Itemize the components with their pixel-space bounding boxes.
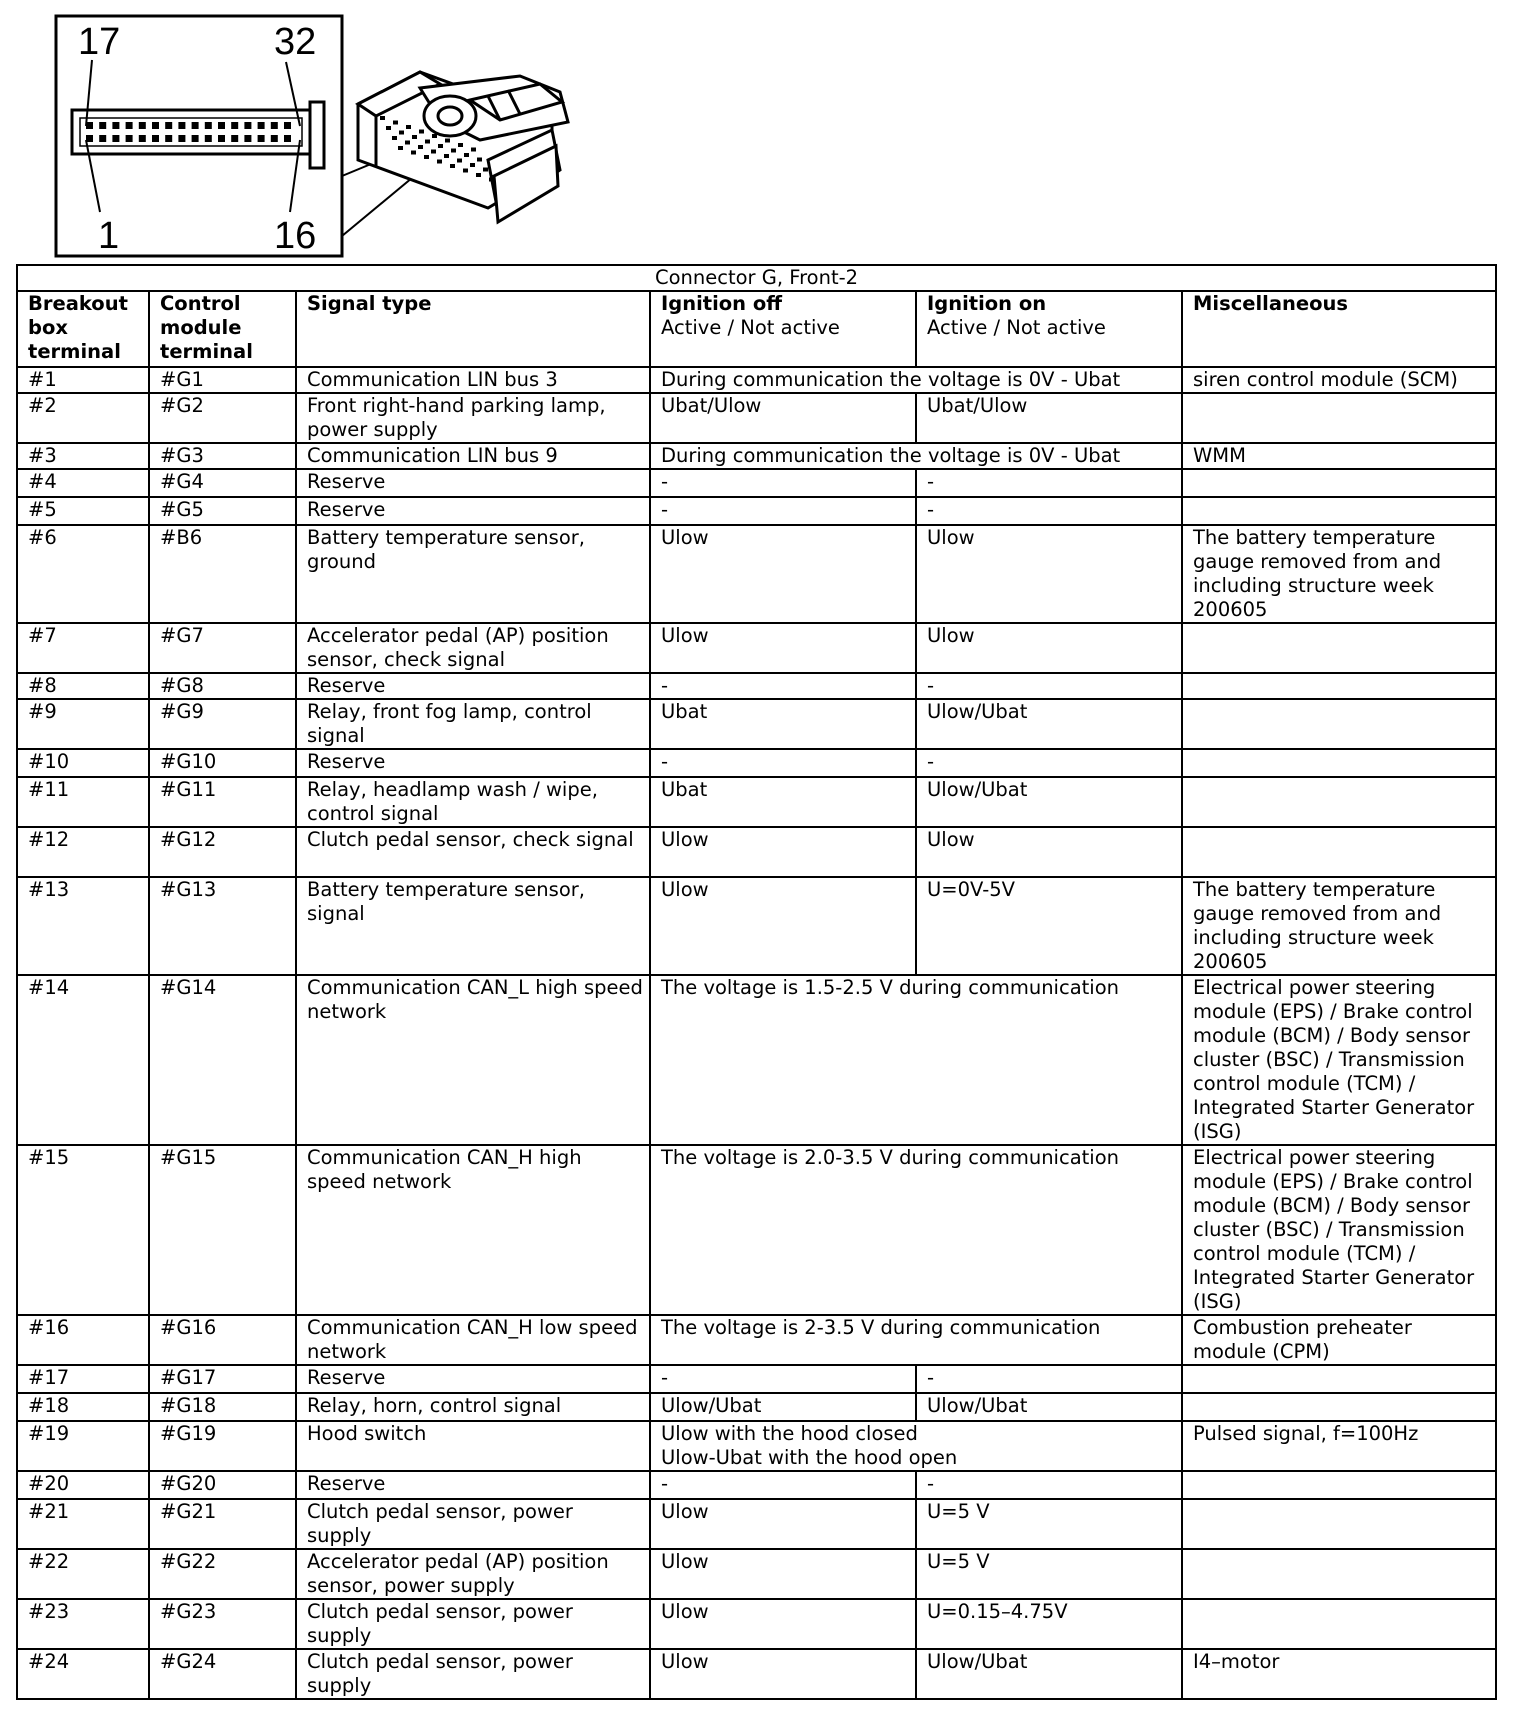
ignition-off-cell: - (650, 1365, 916, 1393)
table-row (17, 623, 1496, 673)
breakout-terminal-cell: #13 (17, 877, 149, 975)
table-body (17, 367, 1496, 1699)
table-row (17, 1393, 1496, 1421)
table-row (17, 1599, 1496, 1649)
signal-type-cell: Communication LIN bus 3 (296, 367, 650, 393)
ignition-off-cell: Ulow (650, 877, 916, 975)
ignition-on-cell: U=5 V (916, 1549, 1182, 1599)
breakout-terminal-cell: #16 (17, 1315, 149, 1365)
miscellaneous-cell (1182, 699, 1496, 749)
breakout-terminal-cell: #5 (17, 497, 149, 525)
control-terminal-cell: #G10 (149, 749, 296, 777)
miscellaneous-cell (1182, 777, 1496, 827)
header-ignition-on: Ignition on Active / Not active (916, 291, 1182, 367)
miscellaneous-cell (1182, 469, 1496, 497)
ignition-off-cell: Ulow (650, 1549, 916, 1599)
connector-3d-pin (471, 148, 476, 152)
table-row (17, 877, 1496, 975)
breakout-terminal-cell: #10 (17, 749, 149, 777)
connector-pin (271, 122, 278, 129)
connector-pin (231, 135, 238, 142)
pin-label-32: 32 (274, 21, 317, 63)
connector-table-container (16, 264, 1495, 1700)
table-row (17, 1499, 1496, 1549)
connector-pin (178, 122, 185, 129)
control-terminal-cell: #G8 (149, 673, 296, 699)
header-control-module-terminal: Control module terminal (149, 291, 296, 367)
control-terminal-cell: #G15 (149, 1145, 296, 1315)
ignition-off-cell: - (650, 1471, 916, 1499)
connector-3d-pin (425, 140, 430, 144)
miscellaneous-cell (1182, 673, 1496, 699)
breakout-terminal-cell: #15 (17, 1145, 149, 1315)
ignition-on-cell: Ulow (916, 623, 1182, 673)
connector-3d-pin (432, 134, 437, 138)
signal-type-cell: Clutch pedal sensor, power supply (296, 1649, 650, 1699)
connector-3d-pin (463, 169, 468, 173)
signal-type-cell: Accelerator pedal (AP) position sensor, power supply (296, 1549, 650, 1599)
ignition-on-cell: Ulow/Ubat (916, 1393, 1182, 1421)
header-signal-type: Signal type (296, 291, 650, 367)
breakout-terminal-cell: #2 (17, 393, 149, 443)
table-row (17, 699, 1496, 749)
signal-type-cell: Communication CAN_L high speed network (296, 975, 650, 1145)
signal-type-cell: Battery temperature sensor, signal (296, 877, 650, 975)
ignition-on-cell: - (916, 749, 1182, 777)
ignition-on-cell: - (916, 1365, 1182, 1393)
connector-3d-pin (458, 143, 463, 147)
connector-3d-pin (431, 150, 436, 154)
table-row (17, 975, 1496, 1145)
connector-pin (126, 122, 133, 129)
connector-3d-pin (438, 144, 443, 148)
ignition-off-cell: Ulow (650, 827, 916, 877)
miscellaneous-cell: The battery temperature gauge removed from and including structure week 200605 (1182, 525, 1496, 623)
ignition-off-cell: - (650, 673, 916, 699)
ignition-off-cell: Ulow (650, 1599, 916, 1649)
control-terminal-cell: #G17 (149, 1365, 296, 1393)
miscellaneous-cell (1182, 497, 1496, 525)
connector-pin (165, 122, 172, 129)
control-terminal-cell: #G4 (149, 469, 296, 497)
control-terminal-cell: #G9 (149, 699, 296, 749)
ignition-on-cell: Ulow (916, 827, 1182, 877)
connector-3d-pin (445, 139, 450, 143)
connector-pin (99, 122, 106, 129)
breakout-terminal-cell: #11 (17, 777, 149, 827)
connector-3d-pin (437, 160, 442, 164)
ignition-off-cell: Ulow (650, 525, 916, 623)
breakout-terminal-cell: #8 (17, 673, 149, 699)
breakout-terminal-cell: #20 (17, 1471, 149, 1499)
connector-pin (271, 135, 278, 142)
connector-pin (139, 122, 146, 129)
miscellaneous-cell: I4–motor (1182, 1649, 1496, 1699)
connector-pin (205, 122, 212, 129)
miscellaneous-cell (1182, 1393, 1496, 1421)
connector-3d-pin (457, 159, 462, 163)
connector-pin (152, 122, 159, 129)
connector-pin (165, 135, 172, 142)
signal-type-cell: Communication LIN bus 9 (296, 443, 650, 469)
ignition-combined-cell: Ulow with the hood closed Ulow-Ubat with the hood open (650, 1421, 1182, 1471)
miscellaneous-cell: The battery temperature gauge removed from and including structure week 200605 (1182, 877, 1496, 975)
signal-type-cell: Battery temperature sensor, ground (296, 525, 650, 623)
connector-3d-pin (477, 158, 482, 162)
breakout-terminal-cell: #21 (17, 1499, 149, 1549)
miscellaneous-cell (1182, 623, 1496, 673)
table-row (17, 1421, 1496, 1471)
control-terminal-cell: #G13 (149, 877, 296, 975)
miscellaneous-cell (1182, 749, 1496, 777)
connector-diagram (0, 0, 620, 262)
miscellaneous-cell (1182, 1471, 1496, 1499)
breakout-terminal-cell: #3 (17, 443, 149, 469)
miscellaneous-cell (1182, 393, 1496, 443)
control-terminal-cell: #G2 (149, 393, 296, 443)
table-row (17, 1315, 1496, 1365)
connector-3d-pin (470, 163, 475, 167)
connector-3d-pin (398, 146, 403, 150)
ignition-off-cell: Ulow (650, 623, 916, 673)
ignition-combined-cell: During communication the voltage is 0V - Ubat (650, 367, 1182, 393)
table-row (17, 1365, 1496, 1393)
connector-pin (112, 122, 119, 129)
ignition-off-cell: Ulow (650, 1649, 916, 1699)
miscellaneous-cell (1182, 1599, 1496, 1649)
connector-pin (192, 122, 199, 129)
control-terminal-cell: #G3 (149, 443, 296, 469)
connector-3d-pin (419, 130, 424, 134)
table-row (17, 827, 1496, 877)
ignition-off-cell: - (650, 497, 916, 525)
connector-pin (152, 135, 159, 142)
connector-pin (244, 135, 251, 142)
signal-type-cell: Reserve (296, 1365, 650, 1393)
breakout-terminal-cell: #19 (17, 1421, 149, 1471)
signal-type-cell: Clutch pedal sensor, power supply (296, 1599, 650, 1649)
breakout-terminal-cell: #24 (17, 1649, 149, 1699)
table-row (17, 497, 1496, 525)
ignition-off-cell: - (650, 749, 916, 777)
connector-pin (284, 122, 291, 129)
ignition-on-cell: Ulow/Ubat (916, 777, 1182, 827)
connector-3d-pin (411, 151, 416, 155)
table-row (17, 443, 1496, 469)
table-row (17, 1549, 1496, 1599)
ignition-on-cell: U=0V-5V (916, 877, 1182, 975)
control-terminal-cell: #G21 (149, 1499, 296, 1549)
control-terminal-cell: #G20 (149, 1471, 296, 1499)
connector-3d-pin (464, 153, 469, 157)
ignition-off-cell: Ulow/Ubat (650, 1393, 916, 1421)
breakout-terminal-cell: #1 (17, 367, 149, 393)
ignition-off-cell: Ubat/Ulow (650, 393, 916, 443)
signal-type-cell: Reserve (296, 1471, 650, 1499)
connector-pin (231, 122, 238, 129)
ignition-combined-cell: The voltage is 2-3.5 V during communication (650, 1315, 1182, 1365)
signal-type-cell: Communication CAN_H low speed network (296, 1315, 650, 1365)
ignition-on-cell: - (916, 469, 1182, 497)
signal-type-cell: Relay, front fog lamp, control signal (296, 699, 650, 749)
connector-g-table (16, 264, 1497, 1700)
pin-label-16: 16 (274, 215, 317, 257)
ignition-on-cell: U=5 V (916, 1499, 1182, 1549)
connector-3d-pin (450, 164, 455, 168)
ignition-off-cell: Ubat (650, 699, 916, 749)
connector-3d-pin (451, 149, 456, 153)
header-miscellaneous: Miscellaneous (1182, 291, 1496, 367)
signal-type-cell: Front right-hand parking lamp, power supply (296, 393, 650, 443)
control-terminal-cell: #G14 (149, 975, 296, 1145)
table-row (17, 777, 1496, 827)
table-row (17, 673, 1496, 699)
connector-pin (218, 122, 225, 129)
miscellaneous-cell (1182, 1365, 1496, 1393)
header-ignition-off: Ignition off Active / Not active (650, 291, 916, 367)
miscellaneous-cell (1182, 1549, 1496, 1599)
connector-3d-pin (424, 155, 429, 159)
miscellaneous-cell: siren control module (SCM) (1182, 367, 1496, 393)
header-breakout-box-terminal: Breakout box terminal (17, 291, 149, 367)
control-terminal-cell: #B6 (149, 525, 296, 623)
connector-pin (258, 135, 265, 142)
signal-type-cell: Reserve (296, 673, 650, 699)
control-terminal-cell: #G16 (149, 1315, 296, 1365)
ignition-on-cell: Ulow/Ubat (916, 1649, 1182, 1699)
ignition-combined-cell: During communication the voltage is 0V - Ubat (650, 443, 1182, 469)
ignition-off-cell: Ulow (650, 1499, 916, 1549)
ignition-on-cell: Ulow/Ubat (916, 699, 1182, 749)
signal-type-cell: Clutch pedal sensor, check signal (296, 827, 650, 877)
breakout-terminal-cell: #4 (17, 469, 149, 497)
ignition-on-cell: - (916, 1471, 1182, 1499)
connector-3d-pin (489, 178, 494, 182)
ignition-on-cell: Ubat/Ulow (916, 393, 1182, 443)
breakout-terminal-cell: #6 (17, 525, 149, 623)
control-terminal-cell: #G19 (149, 1421, 296, 1471)
miscellaneous-cell: Pulsed signal, f=100Hz (1182, 1421, 1496, 1471)
breakout-terminal-cell: #18 (17, 1393, 149, 1421)
breakout-terminal-cell: #14 (17, 975, 149, 1145)
connector-pin (112, 135, 119, 142)
connector-3d-pin (386, 126, 391, 130)
table-title: Connector G, Front-2 (17, 265, 1496, 291)
signal-type-cell: Clutch pedal sensor, power supply (296, 1499, 650, 1549)
breakout-terminal-cell: #22 (17, 1549, 149, 1599)
control-terminal-cell: #G5 (149, 497, 296, 525)
ignition-off-cell: Ubat (650, 777, 916, 827)
control-terminal-cell: #G7 (149, 623, 296, 673)
ignition-off-cell: - (650, 469, 916, 497)
connector-pin (139, 135, 146, 142)
connector-pin (258, 122, 265, 129)
table-row (17, 749, 1496, 777)
connector-3d-icon (358, 72, 568, 222)
control-terminal-cell: #G22 (149, 1549, 296, 1599)
ignition-on-cell: - (916, 497, 1182, 525)
breakout-terminal-cell: #7 (17, 623, 149, 673)
connector-3d-pin (392, 136, 397, 140)
connector-3d-pin (483, 168, 488, 172)
ignition-on-cell: U=0.15–4.75V (916, 1599, 1182, 1649)
signal-type-cell: Accelerator pedal (AP) position sensor, check signal (296, 623, 650, 673)
table-row (17, 469, 1496, 497)
signal-type-cell: Relay, horn, control signal (296, 1393, 650, 1421)
breakout-terminal-cell: #9 (17, 699, 149, 749)
connector-3d-pin (393, 121, 398, 125)
miscellaneous-cell (1182, 1499, 1496, 1549)
connector-pin (178, 135, 185, 142)
control-terminal-cell: #G11 (149, 777, 296, 827)
table-row (17, 393, 1496, 443)
control-terminal-cell: #G24 (149, 1649, 296, 1699)
connector-pin (99, 135, 106, 142)
control-terminal-cell: #G12 (149, 827, 296, 877)
signal-type-cell: Communication CAN_H high speed network (296, 1145, 650, 1315)
miscellaneous-cell: Electrical power steering module (EPS) / Brake control module (BCM) / Body sensor cluster (BSC) / Transmission control module (TCM) / Integrated Starter Generator (ISG) (1182, 975, 1496, 1145)
miscellaneous-cell (1182, 827, 1496, 877)
table-row (17, 1649, 1496, 1699)
connector-3d-pin (444, 154, 449, 158)
table-row (17, 525, 1496, 623)
connector-pin (192, 135, 199, 142)
table-row (17, 367, 1496, 393)
ignition-combined-cell: The voltage is 1.5-2.5 V during communication (650, 975, 1182, 1145)
signal-type-cell: Relay, headlamp wash / wipe, control signal (296, 777, 650, 827)
connector-pin (126, 135, 133, 142)
signal-type-cell: Reserve (296, 497, 650, 525)
connector-pin (205, 135, 212, 142)
control-terminal-cell: #G23 (149, 1599, 296, 1649)
ignition-combined-cell: The voltage is 2.0-3.5 V during communication (650, 1145, 1182, 1315)
table-row (17, 1145, 1496, 1315)
connector-3d-pin (405, 141, 410, 145)
connector-pin (218, 135, 225, 142)
pin-label-17: 17 (78, 21, 121, 63)
signal-type-cell: Hood switch (296, 1421, 650, 1471)
control-terminal-cell: #G18 (149, 1393, 296, 1421)
control-terminal-cell: #G1 (149, 367, 296, 393)
pin-label-1: 1 (98, 215, 120, 257)
ignition-on-cell: Ulow (916, 525, 1182, 623)
connector-3d-pin (406, 125, 411, 129)
breakout-terminal-cell: #12 (17, 827, 149, 877)
connector-3d-pin (399, 131, 404, 135)
connector-3d-pin (418, 145, 423, 149)
connector-pin (284, 135, 291, 142)
signal-type-cell: Reserve (296, 749, 650, 777)
signal-type-cell: Reserve (296, 469, 650, 497)
connector-3d-pin (476, 173, 481, 177)
connector-3d-pin (380, 116, 385, 120)
miscellaneous-cell: Combustion preheater module (CPM) (1182, 1315, 1496, 1365)
ignition-on-cell: - (916, 673, 1182, 699)
breakout-terminal-cell: #17 (17, 1365, 149, 1393)
breakout-terminal-cell: #23 (17, 1599, 149, 1649)
connector-pin (244, 122, 251, 129)
miscellaneous-cell: Electrical power steering module (EPS) / Brake control module (BCM) / Body sensor cluster (BSC) / Transmission control module (TCM) / Integrated Starter Generator (ISG) (1182, 1145, 1496, 1315)
connector-3d-pin (412, 135, 417, 139)
miscellaneous-cell: WMM (1182, 443, 1496, 469)
table-row (17, 1471, 1496, 1499)
